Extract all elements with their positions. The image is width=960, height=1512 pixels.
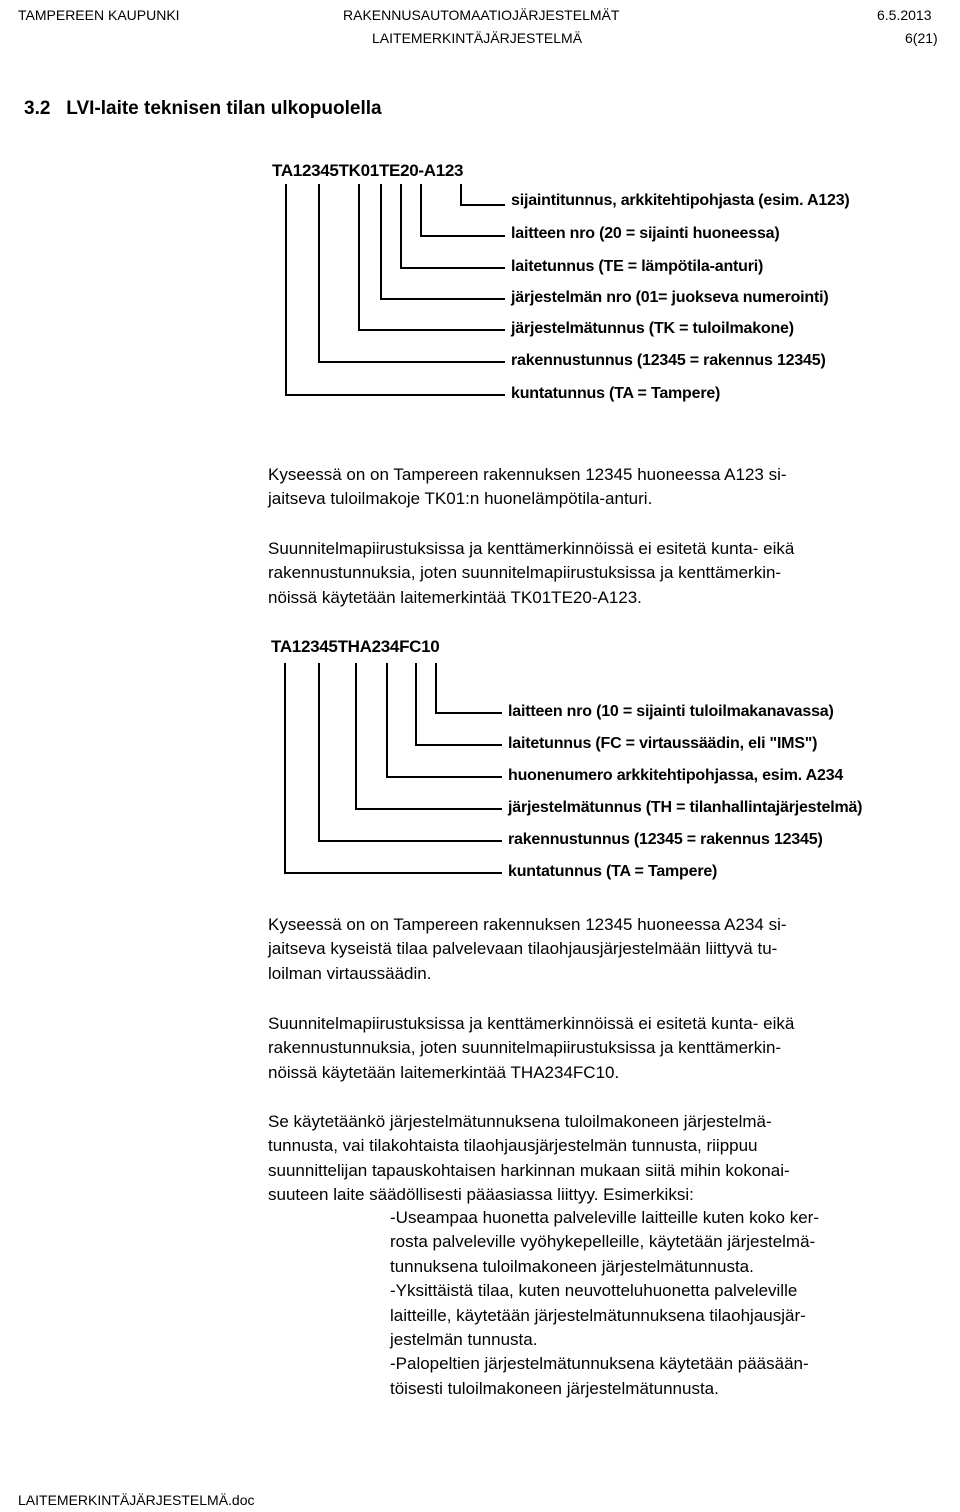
example1-label: kuntatunnus (TA = Tampere) [511, 385, 721, 402]
example1-code: TA12345TK01TE20-A123 [272, 161, 464, 180]
footer-filename: LAITEMERKINTÄJÄRJESTELMÄ.doc [18, 1492, 255, 1508]
header-page-number: 6(21) [905, 30, 938, 46]
header-org: TAMPEREEN KAUPUNKI [18, 7, 180, 23]
examples-list [390, 1206, 819, 1401]
example1-label: järjestelmän nro (01= juokseva numerointi) [511, 289, 829, 306]
section-heading: 3.2 LVI-laite teknisen tilan ulkopuolella [24, 98, 382, 119]
example1-label: laitteen nro (20 = sijainti huoneessa) [511, 225, 780, 242]
example2-label: järjestelmätunnus (TH = tilanhallintajärjestelmä) [508, 799, 863, 816]
list-item: -Palopeltien järjestelmätunnuksena käytetään pääsään- [390, 1354, 809, 1374]
list-item: tunnuksena tuloilmakoneen järjestelmätunnusta. [390, 1256, 754, 1276]
list-item: töisesti tuloilmakoneen järjestelmätunnusta. [390, 1378, 719, 1398]
header-subtitle: LAITEMERKINTÄJÄRJESTELMÄ [372, 30, 583, 46]
list-item: rosta palveleville vyöhykepelleille, käytetään järjestelmä- [390, 1232, 816, 1252]
example2-label: kuntatunnus (TA = Tampere) [508, 863, 718, 880]
list-item: -Yksittäistä tilaa, kuten neuvotteluhuonetta palveleville [390, 1281, 798, 1301]
example1-label: sijaintitunnus, arkkitehtipohjasta (esim. A123) [511, 192, 850, 209]
header-date: 6.5.2013 [877, 7, 932, 23]
list-item: jestelmän tunnusta. [390, 1330, 538, 1350]
example1-label: rakennustunnus (12345 = rakennus 12345) [511, 352, 826, 369]
list-item: -Useampaa huonetta palveleville laitteille kuten koko ker- [390, 1208, 820, 1227]
example1-label: järjestelmätunnus (TK = tuloilmakone) [511, 320, 794, 337]
example2-bracket-rakennustunnus [319, 663, 502, 841]
example2-bracket-jarjestelmatunnus [356, 663, 502, 809]
example2-bracket-laitetunnus [416, 663, 502, 745]
example2-label: huonenumero arkkitehtipohjassa, esim. A234 [508, 767, 844, 784]
header-title: RAKENNUSAUTOMAATIOJÄRJESTELMÄT [343, 7, 620, 23]
paragraph-example2-note: Suunnitelmapiirustuksissa ja kenttämerkinnöissä ei esitetä kunta- eikä rakennustunnuksia, joten suunnitelmapiirustuksissa ja kenttämerkin- nöissä käytetään laitemerkintää THA234FC10. [268, 1014, 795, 1082]
list-item: laitteille, käytetään järjestelmätunnuksena tilaohjausjär- [390, 1305, 806, 1325]
paragraph-example2-description: Kyseessä on on Tampereen rakennuksen 12345 huoneessa A234 si- jaitseva kyseistä tilaa palvelevaan tilaohjausjärjestelmään liittyvä tu- loilman virtaussäädin. [268, 915, 787, 983]
example2-label: rakennustunnus (12345 = rakennus 12345) [508, 831, 823, 848]
example2-label: laitteen nro (10 = sijainti tuloilmakanavassa) [508, 703, 834, 720]
example2-code: TA12345THA234FC10 [271, 637, 440, 656]
example2-bracket-laitteen-nro [436, 663, 502, 713]
paragraph-example1-note: Suunnitelmapiirustuksissa ja kenttämerkinnöissä ei esitetä kunta- eikä rakennustunnuksia, joten suunnitelmapiirustuksissa ja kenttämerkin- nöissä käytetään laitemerkintää TK01TE20-A123. [268, 539, 795, 607]
example2-bracket-huonenumero [387, 663, 502, 777]
example2-label: laitetunnus (FC = virtaussäädin, eli "IMS") [508, 735, 818, 752]
example1-label: laitetunnus (TE = lämpötila-anturi) [511, 258, 764, 275]
paragraph-system-code-choice: Se käytetäänkö järjestelmätunnuksena tuloilmakoneen järjestelmä- tunnusta, vai tilakohtaista tilaohjausjärjestelmän tunnusta, riippuu suunnittelijan tapauskohtaisen harkinnan mukaan siitä mihin kokonai- suuteen laite säädöllisesti pääasiassa liittyy. Esimerkiksi: [268, 1112, 790, 1205]
paragraph-example1-description: Kyseessä on on Tampereen rakennuksen 12345 huoneessa A123 si- jaitseva tuloilmakoje TK01:n huonelämpötila-anturi. [268, 465, 787, 509]
